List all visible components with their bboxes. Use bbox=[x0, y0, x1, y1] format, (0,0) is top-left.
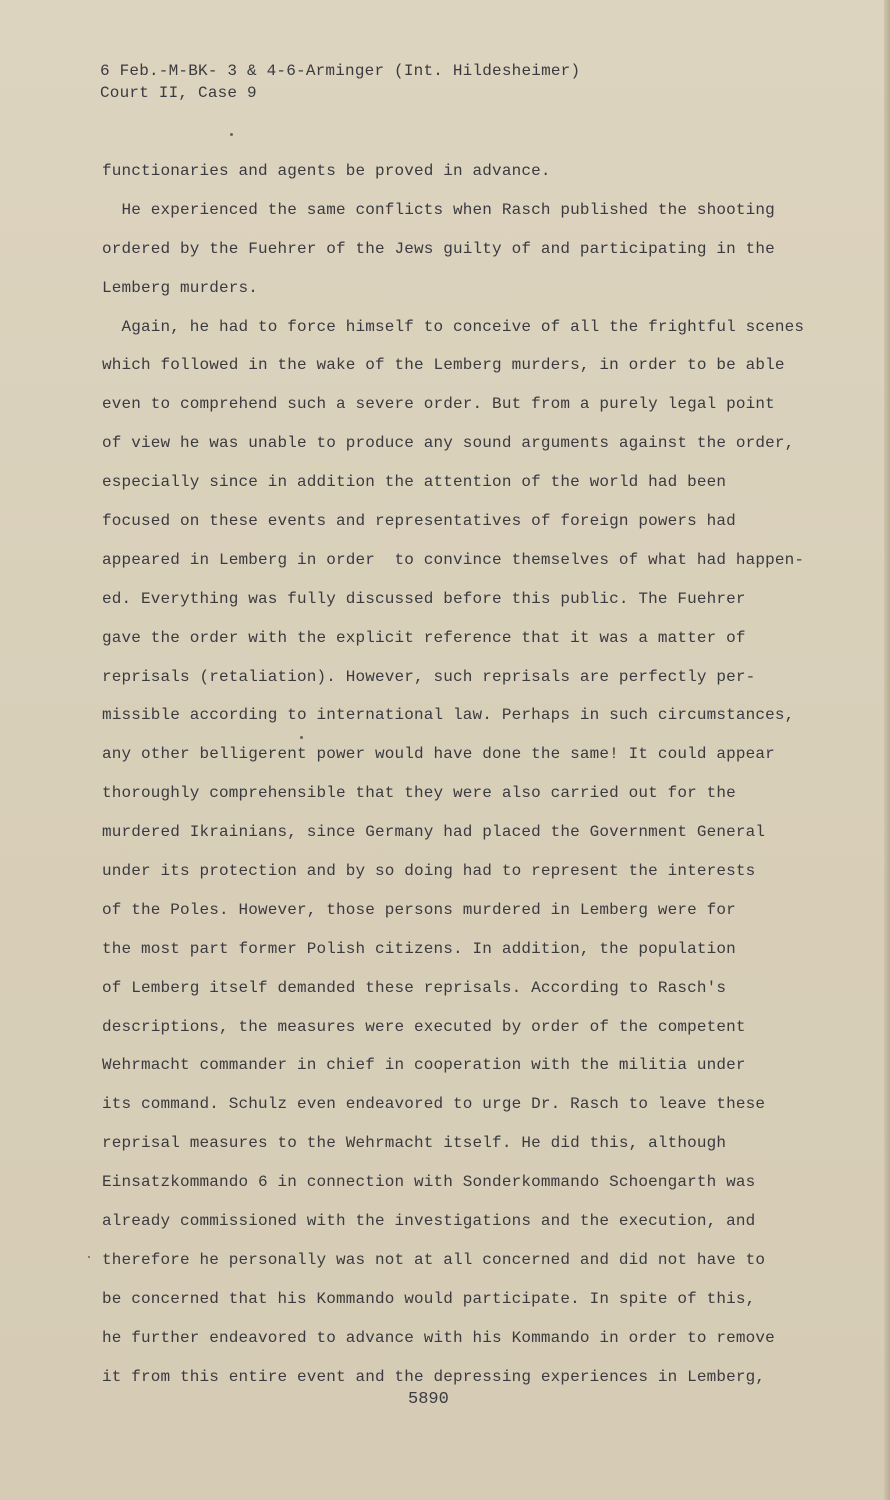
body-line: functionaries and agents be proved in advance. bbox=[102, 162, 551, 180]
body-line: the most part former Polish citizens. In addition, the population bbox=[102, 939, 736, 958]
body-line: of the Poles. However, those persons murdered in Lemberg were for bbox=[102, 900, 736, 919]
body-line: under its protection and by so doing had to represent the interests bbox=[102, 862, 756, 881]
body-line: its command. Schulz even endeavored to urge Dr. Rasch to leave these bbox=[102, 1095, 766, 1114]
body-line: reprisal measures to the Wehrmacht itself. He did this, although bbox=[102, 1134, 727, 1153]
body-line: ed. Everything was fully discussed before this public. The Fuehrer bbox=[102, 589, 746, 608]
paper-speck bbox=[88, 1256, 90, 1258]
page-number: 5890 bbox=[408, 1390, 449, 1409]
body-line: any other belligerent power would have done the same! It could appear bbox=[102, 745, 775, 764]
body-line: reprisals (retaliation). However, such reprisals are perfectly per- bbox=[102, 667, 756, 686]
body-line: even to comprehend such a severe order. But from a purely legal point bbox=[102, 395, 775, 414]
body-line: he further endeavored to advance with his Kommando in order to remove bbox=[102, 1328, 775, 1347]
body-line: be concerned that his Kommando would participate. In spite of this, bbox=[102, 1289, 756, 1308]
body-line: He experienced the same conflicts when Rasch published the shooting bbox=[102, 200, 775, 219]
body-line: especially since in addition the attention of the world had been bbox=[102, 473, 727, 492]
header-line-1: 6 Feb.-M-BK- 3 & 4-6-Arminger (Int. Hildesheimer) bbox=[100, 62, 581, 80]
body-line: of view he was unable to produce any sound arguments against the order, bbox=[102, 434, 795, 453]
paper-speck bbox=[300, 736, 303, 739]
document-body bbox=[102, 158, 805, 1403]
body-line: of Lemberg itself demanded these reprisals. According to Rasch's bbox=[102, 978, 727, 997]
body-line: Wehrmacht commander in chief in cooperation with the militia under bbox=[102, 1056, 746, 1075]
body-line: descriptions, the measures were executed by order of the competent bbox=[102, 1017, 746, 1036]
header-line-2: Court II, Case 9 bbox=[100, 84, 257, 102]
document-header bbox=[100, 60, 580, 104]
body-line: missible according to international law. Perhaps in such circumstances, bbox=[102, 706, 795, 725]
body-line: Einsatzkommando 6 in connection with Sonderkommando Schoengarth was bbox=[102, 1173, 756, 1192]
body-line: which followed in the wake of the Lemberg murders, in order to be able bbox=[102, 356, 785, 375]
body-line: thoroughly comprehensible that they were also carried out for the bbox=[102, 784, 736, 803]
paper-speck bbox=[230, 133, 233, 136]
body-line: appeared in Lemberg in order to convince themselves of what had happen- bbox=[102, 550, 805, 569]
body-line: focused on these events and representatives of foreign powers had bbox=[102, 512, 736, 531]
body-line: gave the order with the explicit reference that it was a matter of bbox=[102, 628, 746, 647]
body-line: already commissioned with the investigations and the execution, and bbox=[102, 1212, 756, 1231]
body-line: therefore he personally was not at all concerned and did not have to bbox=[102, 1250, 766, 1269]
body-line: murdered Ikrainians, since Germany had placed the Government General bbox=[102, 823, 766, 842]
body-line: it from this entire event and the depressing experiences in Lemberg, bbox=[102, 1367, 766, 1386]
body-line: Lemberg murders. bbox=[102, 278, 259, 297]
body-line: ordered by the Fuehrer of the Jews guilty of and participating in the bbox=[102, 239, 775, 258]
page-edge-shadow bbox=[884, 0, 890, 1500]
body-line: Again, he had to force himself to conceive of all the frightful scenes bbox=[102, 317, 805, 336]
